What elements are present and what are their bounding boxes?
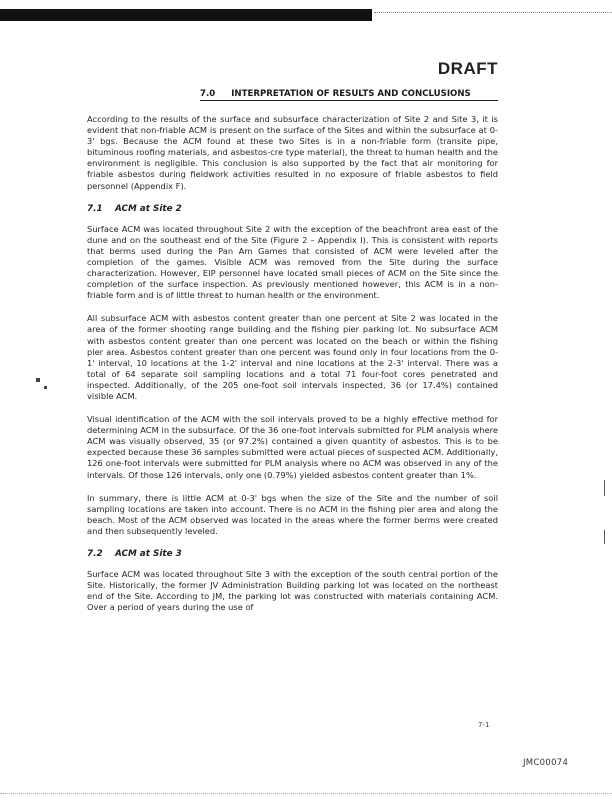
subsection-number: 7.2 (87, 549, 103, 559)
site-2-paragraph: In summary, there is little ACM at 0-3' bgs when the size of the Site and the number of soil sampling locations are taken into account. There is no ACM in the fishing pier area and along the beach. Most of the ACM observed was located in the areas where the former berms were created and then subsequently leveled. (87, 492, 498, 536)
scan-top-dotted-line (374, 12, 612, 13)
site-2-paragraph: Visual identification of the ACM with the soil intervals proved to be a highly effective method for determining ACM in the subsurface. Of the 36 one-foot intervals submitted for PLM analysis where ACM was visually observed, 35 (or 97.2%) contained a given quantity of asbestos. This is to be expected because these 36 samples submitted were actual pieces of suspected ACM. Additionally, 126 one-foot intervals were submitted for PLM analysis where no ACM was observed in any of the intervals. Of those 126 intervals, only one (0.79%) yielded asbestos content greater than 1%. (87, 414, 498, 480)
intro-paragraph: According to the results of the surface and subsurface characterization of Site 2 and Site 3, it is evident that non-friable ACM is present on the surface of the Sites and within the subsurface at 0-3' bgs. Because the ACM found at these two Sites is in a non-friable form (transite pipe, bituminous roofing materials, and asbestos-cre type material), the threat to human health and the environment is negligible. This conclusion is also supported by the fact that air monitoring for friable asbestos during fieldwork activities resulted in no exposure of friable asbestos to field personnel (Appendix F). (87, 114, 498, 191)
document-body (87, 114, 498, 625)
scan-artifact (36, 378, 40, 382)
site-3-paragraph: Surface ACM was located throughout Site 3 with the exception of the south central portion of the Site. Historically, the former JV Administration Building parking lot was located on the northeast end of the Site. According to JM, the parking lot was constructed with materials containing ACM. Over a period of years during the use of (87, 569, 498, 613)
scan-bottom-dotted-line (0, 793, 612, 794)
subsection-number: 7.1 (87, 203, 103, 214)
subsection-heading-site-2 (87, 204, 498, 214)
section-title: INTERPRETATION OF RESULTS AND CONCLUSIONS (231, 89, 471, 99)
scan-top-bar (0, 9, 372, 21)
scan-edge-mark (604, 530, 605, 544)
section-heading (200, 89, 498, 101)
document-id: JMC00074 (523, 758, 569, 768)
subsection-title: ACM at Site 2 (115, 203, 182, 214)
subsection-title: ACM at Site 3 (115, 549, 182, 559)
scan-artifact (44, 386, 47, 389)
subsection-heading-site-3 (87, 549, 498, 559)
site-2-paragraph: All subsurface ACM with asbestos content greater than one percent at Site 2 was located in the area of the former shooting range building and the fishing pier parking lot. No subsurface ACM with asbestos content greater than one percent was located on the beach or within the fishing pier area. Asbestos content greater than one percent was found only in four locations from the 0-1' interval, 10 locations at the 1-2' interval and nine locations at the 2-3' interval. There was a total of 64 separate soil sampling locations and a total 71 four-foot cores penetrated and inspected. Additionally, of the 205 one-foot soil intervals inspected, 36 (or 17.4%) contained visible ACM. (87, 313, 498, 401)
scan-edge-mark (604, 480, 605, 496)
site-2-paragraph: Surface ACM was located throughout Site 2 with the exception of the beachfront area east of the dune and on the southeast end of the Site (Figure 2 – Appendix I). This is consistent with reports that berms used during the Pan Am Games that consisted of ACM were leveled after the completion of the games. Visible ACM was removed from the Site during the surface characterization. However, EIP personnel have located small pieces of ACM on the Site since the completion of the surface inspection. As previously mentioned however, this ACM is in a non-friable form and is of little threat to human health or the environment. (87, 223, 498, 301)
draft-watermark-label: DRAFT (437, 59, 498, 78)
section-number: 7.0 (200, 89, 216, 99)
page-number: 7-1 (478, 721, 490, 729)
